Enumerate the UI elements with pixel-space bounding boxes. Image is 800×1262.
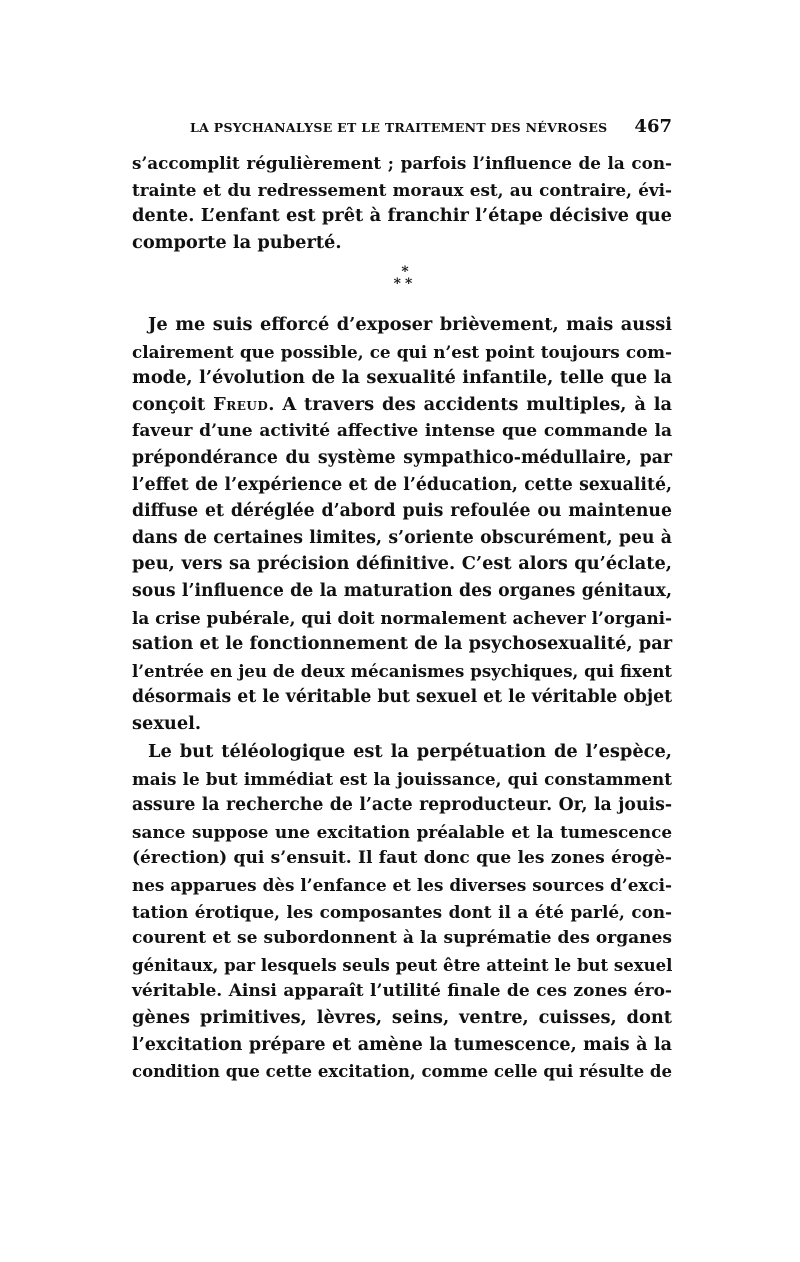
text-fragment: . A travers des accidents multiples, à la bbox=[268, 393, 672, 415]
text-line: Je me suis efforcé d’exposer brièvement, mais aussi bbox=[148, 314, 672, 335]
text-line: véritable. Ainsi apparaît l’utilité finale de ces zones éro- bbox=[132, 981, 672, 1002]
text-line: prépondérance du système sympathico-médullaire, par bbox=[132, 447, 672, 468]
text-line: comporte la puberté. bbox=[132, 231, 342, 253]
text-line: nes apparues dès l’enfance et les diverses sources d’exci- bbox=[132, 874, 672, 895]
text-line: clairement que possible, ce qui n’est point toujours com- bbox=[132, 341, 672, 362]
section-separator-asterism bbox=[380, 266, 430, 298]
text-line: sation et le fonctionnement de la psychosexualité, par bbox=[132, 633, 673, 655]
page-number: 467 bbox=[634, 116, 672, 137]
text-line: diffuse et déréglée d’abord puis refoulée ou maintenue bbox=[132, 501, 672, 522]
text-line: tation érotique, les composantes dont il a été parlé, con- bbox=[132, 901, 672, 922]
asterism-top: * bbox=[401, 264, 409, 280]
text-line: s’accomplit régulièrement ; parfois l’influence de la con- bbox=[132, 153, 672, 173]
text-line: la crise pubérale, qui doit normalement achever l’organi- bbox=[132, 607, 672, 628]
text-line bbox=[132, 392, 672, 419]
text-line: dente. L’enfant est prêt à franchir l’étape décisive que bbox=[132, 205, 672, 227]
text-line: sexuel. bbox=[132, 712, 202, 734]
text-line: Le but téléologique est la perpétuation de l’espèce, bbox=[148, 741, 672, 762]
paragraph-freud bbox=[132, 312, 672, 738]
text-line: (érection) qui s’ensuit. Il faut donc que les zones érogè- bbox=[132, 848, 672, 869]
text-line: mode, l’évolution de la sexualité infantile, telle que la bbox=[132, 367, 672, 389]
text-line: faveur d’une activité affective intense que commande la bbox=[132, 421, 672, 442]
author-name: Freud bbox=[213, 393, 269, 415]
text-line: l’excitation prépare et amène la tumescence, mais à la bbox=[132, 1034, 672, 1055]
text-line: sance suppose une excitation préalable et la tumescence bbox=[132, 821, 672, 842]
asterism-bottom: ** bbox=[393, 276, 417, 292]
text-line: l’effet de l’expérience et de l’éducation, cette sexualité, bbox=[132, 474, 672, 495]
text-line: dans de certaines limites, s’oriente obscurément, peu à bbox=[132, 527, 672, 548]
text-line: peu, vers sa précision définitive. C’est alors qu’éclate, bbox=[132, 553, 672, 575]
text-line: trainte et du redressement moraux est, au contraire, évi- bbox=[132, 179, 672, 200]
text-line: gènes primitives, lèvres, seins, ventre, cuisses, dont bbox=[132, 1006, 672, 1028]
running-header bbox=[190, 118, 676, 140]
text-line: génitaux, par lesquels seuls peut être atteint le but sexuel bbox=[132, 954, 673, 975]
text-line: condition que cette excitation, comme celle qui résulte de bbox=[132, 1061, 672, 1082]
text-line: l’entrée en jeu de deux mécanismes psychiques, qui fixent bbox=[132, 660, 672, 681]
text-fragment: conçoit bbox=[132, 393, 214, 415]
text-line: sous l’influence de la maturation des organes génitaux, bbox=[132, 580, 672, 601]
paragraph-teleology bbox=[132, 739, 672, 1085]
running-title: LA PSYCHANALYSE ET LE TRAITEMENT DES NÉVROSES bbox=[190, 120, 608, 135]
text-line: désormais et le véritable but sexuel et le véritable objet bbox=[132, 687, 673, 708]
text-line: courent et se subordonnent à la suprématie des organes bbox=[132, 928, 672, 949]
paragraph-continuation bbox=[132, 150, 672, 256]
text-line: mais le but immédiat est la jouissance, qui constamment bbox=[132, 768, 672, 789]
text-line: assure la recherche de l’acte reproducteur. Or, la jouis- bbox=[132, 795, 672, 816]
